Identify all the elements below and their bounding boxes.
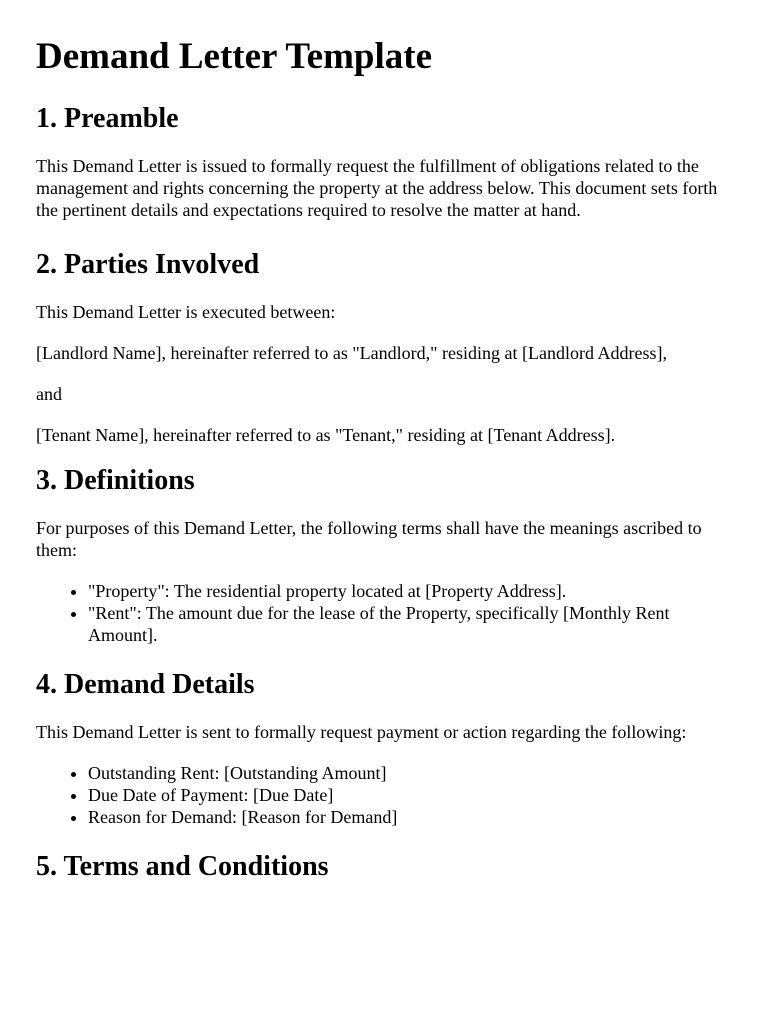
section-heading: 4. Demand Details xyxy=(36,669,255,701)
section-terms-and-conditions xyxy=(36,851,734,883)
section-heading: 5. Terms and Conditions xyxy=(36,851,329,883)
paragraph: This Demand Letter is sent to formally request payment or action regarding the following: xyxy=(36,722,687,743)
list-item: • Outstanding Rent: [Outstanding Amount] xyxy=(88,762,734,784)
list-item: • Due Date of Payment: [Due Date] xyxy=(88,784,734,806)
list-item: • "Property": The residential property located at [Property Address]. xyxy=(88,580,734,602)
list-item: • Reason for Demand: [Reason for Demand] xyxy=(88,806,734,828)
section-parties-involved xyxy=(36,249,734,446)
paragraph: This Demand Letter is issued to formally request the fulfillment of obligations related to the management and rights concerning the property at the address below. This document sets forth the pertinent details and expectations required to resolve the matter at hand. xyxy=(36,155,718,220)
definitions-list xyxy=(36,580,734,646)
section-heading: 2. Parties Involved xyxy=(36,248,260,280)
section-heading: 1. Preamble xyxy=(36,102,179,134)
paragraph: [Tenant Name], hereinafter referred to as "Tenant," residing at [Tenant Address]. xyxy=(36,424,616,445)
paragraph: [Landlord Name], hereinafter referred to as "Landlord," residing at [Landlord Address], xyxy=(36,342,667,363)
demand-details-list xyxy=(36,762,734,828)
section-heading: 3. Definitions xyxy=(36,464,195,496)
section-preamble xyxy=(36,103,734,221)
paragraph: and xyxy=(36,383,62,404)
list-item: • "Rent": The amount due for the lease of the Property, specifically [Monthly Rent Amount]. xyxy=(88,602,734,646)
section-definitions xyxy=(36,465,734,646)
paragraph: For purposes of this Demand Letter, the following terms shall have the meanings ascribed to them: xyxy=(36,518,702,561)
paragraph: This Demand Letter is executed between: xyxy=(36,301,336,322)
document-title: Demand Letter Template xyxy=(36,36,432,77)
section-demand-details xyxy=(36,669,734,828)
